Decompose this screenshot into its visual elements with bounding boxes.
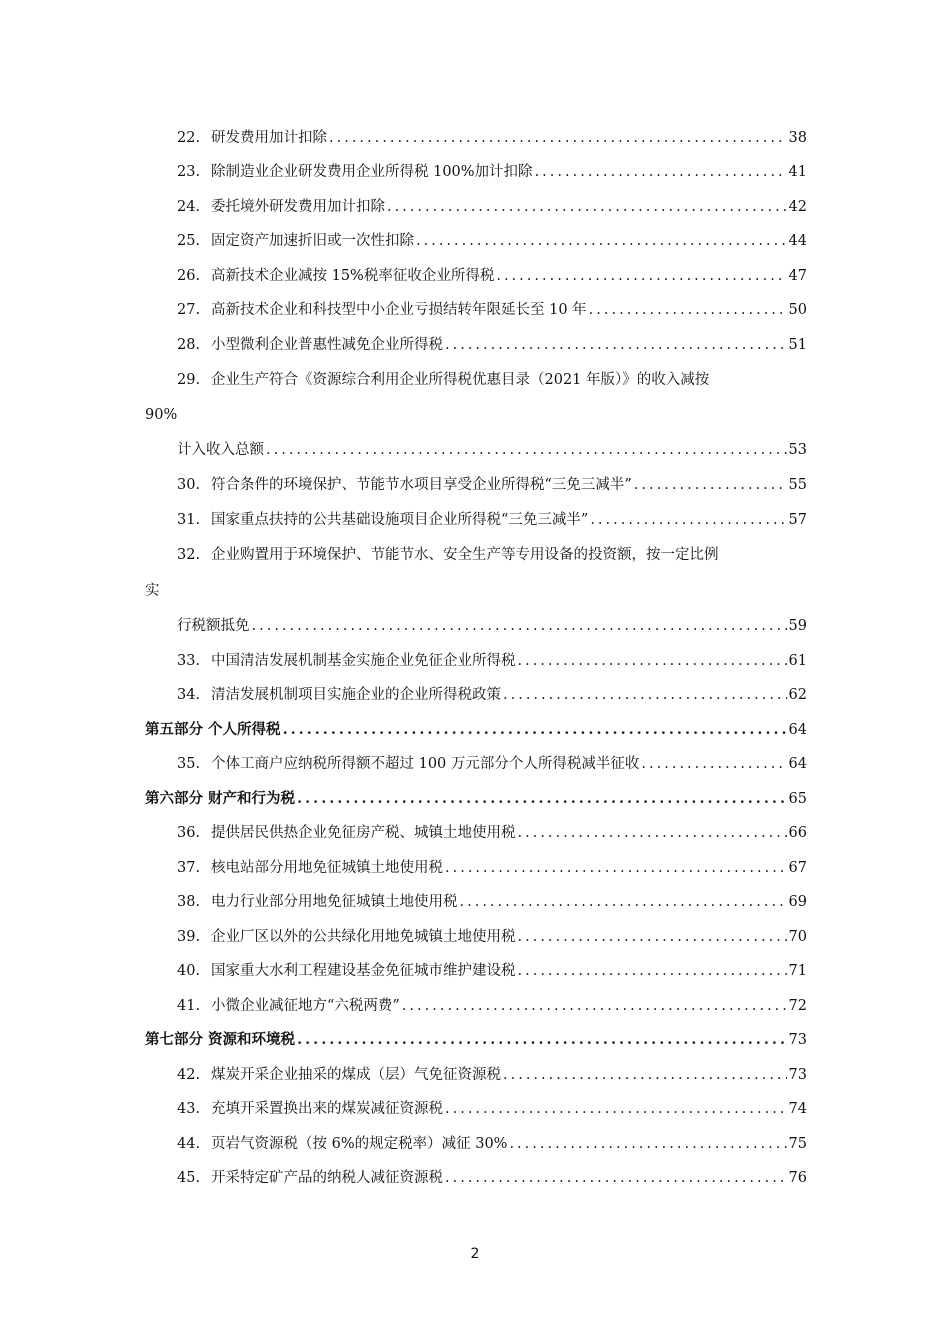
dot-leader (283, 718, 787, 742)
toc-entry-title: 企业购置用于环境保护、节能节水、安全生产等专用设备的投资额，按一定比例 (211, 547, 719, 563)
toc-entry-title-continued: 行税额抵免 (177, 618, 250, 634)
toc-entry[interactable] (177, 1132, 807, 1156)
toc-entry-page: 66 (788, 825, 807, 841)
toc-entry[interactable] (177, 508, 807, 532)
toc-entry[interactable] (177, 649, 807, 673)
toc-entry-wrap-overflow: 实 (145, 583, 160, 599)
dot-leader (445, 1166, 787, 1190)
toc-entry-number: 44. (177, 1136, 201, 1152)
toc-entry-title: 页岩气资源税（按 6%的规定税率）减征 30% (211, 1136, 508, 1152)
toc-entry-page: 76 (788, 1170, 807, 1186)
toc-entry-number: 43. (177, 1101, 201, 1117)
toc-part-title: 第五部分 个人所得税 (145, 721, 281, 738)
toc-entry-title: 研发费用加计扣除 (211, 130, 327, 146)
dot-leader (590, 508, 786, 532)
toc-entry-page: 38 (788, 130, 807, 146)
toc-entry-number: 27. (177, 302, 201, 318)
dot-leader (297, 787, 786, 811)
toc-entry-page: 50 (788, 302, 807, 318)
toc-entry[interactable] (177, 195, 807, 219)
toc-entry-page: 67 (788, 860, 807, 876)
toc-entry[interactable] (177, 298, 807, 322)
toc-entry-page: 69 (788, 894, 807, 910)
toc-entry-title: 煤炭开采企业抽采的煤成（层）气免征资源税 (211, 1067, 501, 1083)
toc-entry-page: 71 (788, 963, 807, 979)
toc-entry[interactable] (177, 994, 807, 1018)
toc-part-heading[interactable] (145, 718, 807, 742)
toc-entry-number: 33. (177, 653, 201, 669)
dot-leader (535, 160, 787, 184)
toc-entry-page: 47 (788, 268, 807, 284)
toc-entry[interactable] (177, 229, 807, 253)
toc-entry-page: 62 (788, 687, 807, 703)
toc-entry-wrapped-first-line[interactable] (177, 543, 807, 567)
toc-entry-page: 70 (788, 929, 807, 945)
toc-entry-page: 73 (788, 1067, 807, 1083)
dot-leader (496, 264, 786, 288)
toc-entry[interactable] (177, 1063, 807, 1087)
toc-part-title: 第六部分 财产和行为税 (145, 790, 296, 807)
toc-entry[interactable] (177, 473, 807, 497)
dot-leader (518, 959, 787, 983)
toc-entry[interactable] (177, 959, 807, 983)
toc-entry-title: 清洁发展机制项目实施企业的企业所得税政策 (211, 687, 501, 703)
toc-entry-title: 开采特定矿产品的纳税人减征资源税 (211, 1170, 443, 1186)
dot-leader (445, 856, 787, 880)
toc-entry[interactable] (177, 683, 807, 707)
toc-entry-title: 企业厂区以外的公共绿化用地免城镇土地使用税 (211, 929, 516, 945)
toc-entry-title: 国家重大水利工程建设基金免征城市维护建设税 (211, 963, 516, 979)
toc-entry-number: 37. (177, 860, 201, 876)
toc-entry-number: 23. (177, 164, 201, 180)
dot-leader (445, 333, 787, 357)
toc-entry-page: 75 (788, 1136, 807, 1152)
toc-part-page: 64 (788, 722, 807, 738)
toc-entry-number: 26. (177, 268, 201, 284)
toc-entry-number: 45. (177, 1170, 201, 1186)
toc-entry-page: 64 (788, 756, 807, 772)
toc-entry-title: 核电站部分用地免征城镇土地使用税 (211, 860, 443, 876)
toc-part-heading[interactable] (145, 1028, 807, 1052)
toc-entry[interactable] (177, 856, 807, 880)
dot-leader (416, 229, 787, 253)
toc-entry-wrapped-first-line[interactable] (177, 368, 807, 392)
toc-entry-title: 委托境外研发费用加计扣除 (211, 199, 385, 215)
toc-entry-number: 32. (177, 547, 201, 563)
toc-entry-continuation[interactable] (177, 614, 807, 638)
toc-entry[interactable] (177, 925, 807, 949)
toc-entry-title: 小型微利企业普惠性减免企业所得税 (211, 337, 443, 353)
toc-entry-title: 小微企业减征地方“六税两费” (211, 998, 400, 1014)
toc-entry-page: 74 (788, 1101, 807, 1117)
toc-entry-number: 29. (177, 372, 201, 388)
dot-leader (402, 994, 787, 1018)
toc-entry-page: 53 (788, 442, 807, 458)
toc-entry-title: 固定资产加速折旧或一次性扣除 (211, 233, 414, 249)
toc-entry-number: 42. (177, 1067, 201, 1083)
toc-entry[interactable] (177, 264, 807, 288)
toc-entry-page: 55 (788, 477, 807, 493)
toc-entry[interactable] (177, 126, 807, 150)
toc-entry-number: 31. (177, 512, 201, 528)
dot-leader (387, 195, 787, 219)
toc-entry-number: 39. (177, 929, 201, 945)
toc-entry-number: 25. (177, 233, 201, 249)
dot-leader (252, 614, 787, 638)
toc-entry-title: 个体工商户应纳税所得额不超过 100 万元部分个人所得税减半征收 (211, 756, 640, 772)
toc-entry[interactable] (177, 1097, 807, 1121)
toc-entry-title: 高新技术企业减按 15%税率征收企业所得税 (211, 268, 495, 284)
toc-entry[interactable] (177, 752, 807, 776)
page-number: 2 (470, 1246, 480, 1262)
toc-entry-number: 41. (177, 998, 201, 1014)
dot-leader (634, 473, 787, 497)
toc-entry-number: 28. (177, 337, 201, 353)
toc-entry-title: 充填开采置换出来的煤炭减征资源税 (211, 1101, 443, 1117)
dot-leader (518, 649, 787, 673)
dot-leader (518, 925, 787, 949)
toc-entry-title: 国家重点扶持的公共基础设施项目企业所得税“三免三减半” (211, 512, 589, 528)
dot-leader (503, 1063, 787, 1087)
toc-entry-title: 提供居民供热企业免征房产税、城镇土地使用税 (211, 825, 516, 841)
toc-entry-page: 44 (788, 233, 807, 249)
toc-entry[interactable] (177, 890, 807, 914)
toc-entry[interactable] (177, 1166, 807, 1190)
toc-entry[interactable] (177, 333, 807, 357)
toc-entry-title: 企业生产符合《资源综合利用企业所得税优惠目录（2021 年版）》的收入减按 (211, 372, 710, 388)
toc-entry-title: 中国清洁发展机制基金实施企业免征企业所得税 (211, 653, 516, 669)
toc-entry-page: 59 (788, 618, 807, 634)
toc-part-page: 73 (788, 1032, 807, 1048)
toc-entry[interactable] (177, 821, 807, 845)
toc-entry-title: 除制造业企业研发费用企业所得税 100%加计扣除 (211, 164, 533, 180)
dot-leader (503, 683, 787, 707)
toc-entry-number: 40. (177, 963, 201, 979)
toc-entry-number: 30. (177, 477, 201, 493)
toc-entry-number: 35. (177, 756, 201, 772)
dot-leader (518, 821, 787, 845)
toc-entry-number: 38. (177, 894, 201, 910)
toc-entry-page: 57 (788, 512, 807, 528)
dot-leader (445, 1097, 787, 1121)
toc-part-title: 第七部分 资源和环境税 (145, 1031, 296, 1048)
toc-entry[interactable] (177, 160, 807, 184)
toc-entry-title-continued: 计入收入总额 (177, 442, 264, 458)
toc-entry-number: 24. (177, 199, 201, 215)
toc-entry-page: 51 (788, 337, 807, 353)
dot-leader (329, 126, 787, 150)
dot-leader (460, 890, 787, 914)
dot-leader (641, 752, 786, 776)
toc-entry-title: 电力行业部分用地免征城镇土地使用税 (211, 894, 458, 910)
toc-entry-page: 72 (788, 998, 807, 1014)
toc-entry-page: 41 (788, 164, 807, 180)
toc-entry-number: 36. (177, 825, 201, 841)
toc-entry-number: 22. (177, 130, 201, 146)
toc-entry-page: 61 (788, 653, 807, 669)
toc-part-page: 65 (788, 791, 807, 807)
toc-entry-continuation[interactable] (177, 438, 807, 462)
toc-entry-wrap-overflow: 90% (145, 407, 178, 423)
toc-entry-page: 42 (788, 199, 807, 215)
toc-entry-title: 符合条件的环境保护、节能节水项目享受企业所得税“三免三减半” (211, 477, 632, 493)
dot-leader (266, 438, 787, 462)
toc-part-heading[interactable] (145, 787, 807, 811)
dot-leader (589, 298, 787, 322)
dot-leader (297, 1028, 786, 1052)
dot-leader (509, 1132, 786, 1156)
toc-entry-title: 高新技术企业和科技型中小企业亏损结转年限延长至 10 年 (211, 302, 587, 318)
toc-entry-number: 34. (177, 687, 201, 703)
